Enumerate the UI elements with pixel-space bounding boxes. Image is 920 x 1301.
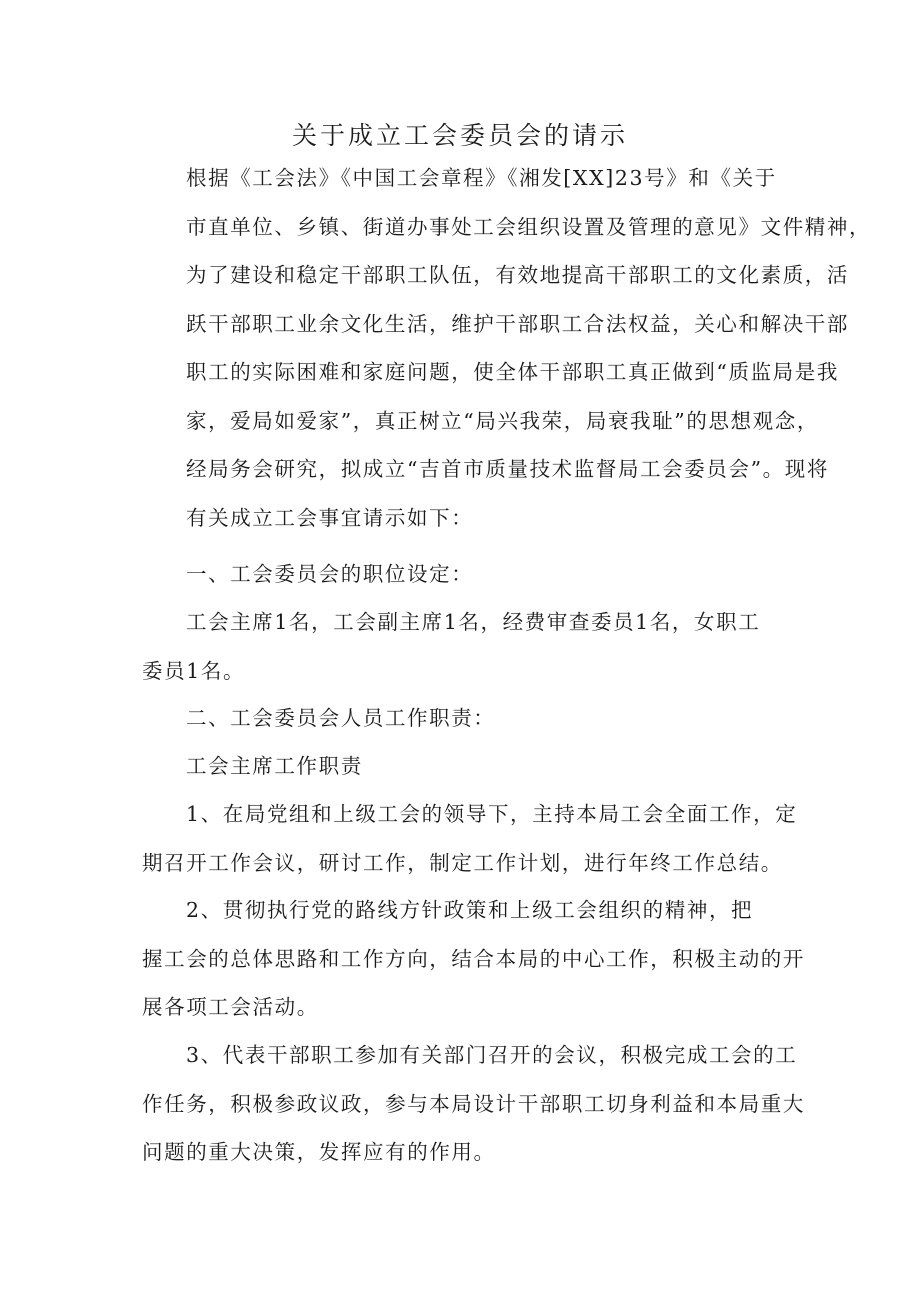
subheading: 工会主席工作职责 <box>186 754 363 778</box>
section-heading-1: 一、工会委员会的职位设定： <box>186 562 474 586</box>
text-line: 委员1名。 <box>142 658 246 683</box>
text-line: 作任务，积极参政议政，参与本局设计干部职工切身利益和本局重大 <box>142 1091 805 1116</box>
text-line: 根据《工会法》《中国工会章程》《湘发[XX]23号》和《关于 <box>186 166 777 190</box>
section1-paragraph <box>142 598 782 695</box>
text-line: 职工的实际困难和家庭问题，使全体干部职工真正做到“质监局是我 <box>186 360 839 384</box>
text-line: 有关成立工会事宜请示如下： <box>186 505 474 530</box>
text-line: 展各项工会活动。 <box>142 995 319 1019</box>
text-line: 经局务会研究，拟成立“吉首市质量技术监督局工会委员会”。现将 <box>186 457 829 481</box>
text-line: 2、贯彻执行党的路线方针政策和上级工会组织的精神，把 <box>186 898 754 922</box>
text-line: 握工会的总体思路和工作方向，结合本局的中心工作，积极主动的开 <box>142 946 805 971</box>
text-line: 问题的重大决策，发挥应有的作用。 <box>142 1140 496 1164</box>
text-line: 为了建设和稳定干部职工队伍，有效地提高干部职工的文化素质，活 <box>186 263 849 287</box>
section-heading-2: 二、工会委员会人员工作职责： <box>186 706 496 730</box>
text-line: 工会主席1名，工会副主席1名，经费审查委员1名，女职工 <box>186 610 761 634</box>
item-3-paragraph <box>142 1031 805 1177</box>
text-line: 3、代表干部职工参加有关部门召开的会议，积极完成工会的工 <box>186 1043 798 1067</box>
intro-paragraph <box>142 154 872 542</box>
text-line: 家，爱局如爱家”，真正树立“局兴我荣，局衰我耻”的思想观念， <box>186 408 819 433</box>
document-title: 关于成立工会委员会的请示 <box>291 121 628 150</box>
text-line: 期召开工作会议，研讨工作，制定工作计划，进行年终工作总结。 <box>142 850 783 875</box>
text-line: 市直单位、乡镇、街道办事处工会组织设置及管理的意见》文件精神， <box>186 214 872 239</box>
item-2-paragraph <box>142 886 805 1032</box>
item-1-paragraph <box>142 790 798 887</box>
text-line: 跃干部职工业余文化生活，维护干部职工合法权益，关心和解决干部 <box>186 311 849 336</box>
text-line: 1、在局党组和上级工会的领导下，主持本局工会全面工作，定 <box>186 802 798 826</box>
